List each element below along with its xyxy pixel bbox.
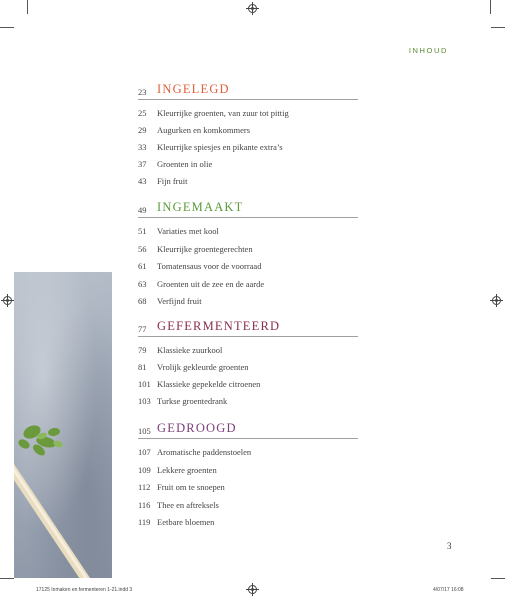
section-title-gedroogd (138, 420, 358, 440)
toc-entry-title: Groenten uit de zee en de aarde (157, 278, 265, 289)
toc-entry-page-number: 101 (138, 379, 151, 389)
toc-entry-page-number: 25 (138, 108, 147, 118)
decorative-photo (14, 272, 112, 578)
toc-entry-title: Variaties met kool (157, 226, 219, 236)
section-page-number: 105 (138, 426, 151, 436)
toc-entry-title: Aromatische paddenstoelen (157, 447, 252, 457)
registration-mark-top-icon (248, 4, 257, 13)
toc-entry-title: Kleurrijke spiesjes en pikante extra’s (157, 142, 283, 152)
trim-mark-top-right (491, 27, 505, 28)
section-title-gefermenteerd (138, 318, 358, 338)
trim-mark-top-left (0, 27, 14, 28)
toc-entry-page-number: 37 (138, 159, 147, 169)
registration-mark-left-icon (3, 296, 12, 305)
toc-entry-title: Augurken en komkommers (157, 125, 251, 135)
slug-file-info: 17125 Inmaken en fermenteren 1-21.indd 3 (36, 587, 133, 593)
toc-entry-page-number: 81 (138, 362, 147, 372)
section-page-number: 23 (138, 87, 147, 97)
trim-mark-top-left-v (27, 0, 28, 14)
section-name: INGELEGD (157, 82, 230, 96)
toc-entry-title: Klassieke zuurkool (157, 345, 223, 355)
section-divider (138, 217, 358, 218)
section-name: GEDROOGD (157, 421, 237, 435)
trim-mark-bottom-right (491, 578, 505, 579)
registration-mark-bottom-icon (248, 585, 257, 594)
section-divider (138, 438, 358, 439)
section-name: INGEMAAKT (157, 200, 244, 214)
trim-mark-bottom-left (0, 578, 14, 579)
toc-entry-page-number: 107 (138, 447, 151, 457)
toc-entry-page-number: 56 (138, 243, 147, 254)
herb-and-stick-illustration (14, 272, 112, 578)
section-page-number: 77 (138, 324, 147, 334)
toc-entry-title: Turkse groentedrank (157, 396, 228, 406)
toc-entry-title: Fruit om te snoepen (157, 482, 225, 492)
toc-entry-page-number: 109 (138, 464, 151, 475)
toc-entry-page-number: 79 (138, 345, 147, 355)
toc-entry-title: Tomatensaus voor de voorraad (157, 261, 262, 271)
toc-entry-page-number: 112 (138, 482, 151, 492)
toc-entry-page-number: 61 (138, 261, 147, 271)
trim-mark-top-right-v (490, 0, 491, 14)
section-header-label: INHOUD (408, 46, 448, 55)
toc-entry-page-number: 43 (138, 176, 147, 186)
toc-entry-title: Fijn fruit (157, 176, 188, 186)
toc-entry-title: Lekkere groenten (157, 464, 217, 475)
toc-entry-title: Kleurrijke groenten, van zuur tot pittig (157, 108, 289, 118)
toc-entry-title: Eetbare bloemen (157, 517, 215, 527)
toc-entry-title: Groenten in olie (157, 159, 213, 169)
toc-entry-title: Verfijnd fruit (157, 296, 202, 306)
toc-entry-title: Kleurrijke groentegerechten (157, 243, 253, 254)
toc-entry-page-number: 29 (138, 125, 147, 135)
section-title-ingemaakt (138, 199, 358, 219)
toc-entry-page-number: 68 (138, 296, 147, 306)
page-number: 3 (447, 541, 452, 551)
toc-entry-page-number: 119 (138, 517, 151, 527)
registration-mark-right-icon (492, 296, 501, 305)
toc-entry-page-number: 51 (138, 226, 147, 236)
section-divider (138, 336, 358, 337)
section-title-ingelegd (138, 81, 358, 101)
toc-entry-page-number: 63 (138, 278, 147, 289)
section-page-number: 49 (138, 205, 147, 215)
toc-entry-title: Vrolijk gekleurde groenten (157, 362, 249, 372)
toc-entry-title: Thee en aftreksels (157, 499, 219, 510)
toc-entry-page-number: 116 (138, 499, 151, 510)
slug-date-info: 4/07/17 16:08 (433, 587, 464, 593)
toc-entry-title: Klassieke gepekelde citroenen (157, 379, 261, 389)
toc-entry-page-number: 33 (138, 142, 147, 152)
section-divider (138, 99, 358, 100)
toc-entry-page-number: 103 (138, 396, 151, 406)
section-name: GEFERMENTEERD (157, 319, 281, 333)
